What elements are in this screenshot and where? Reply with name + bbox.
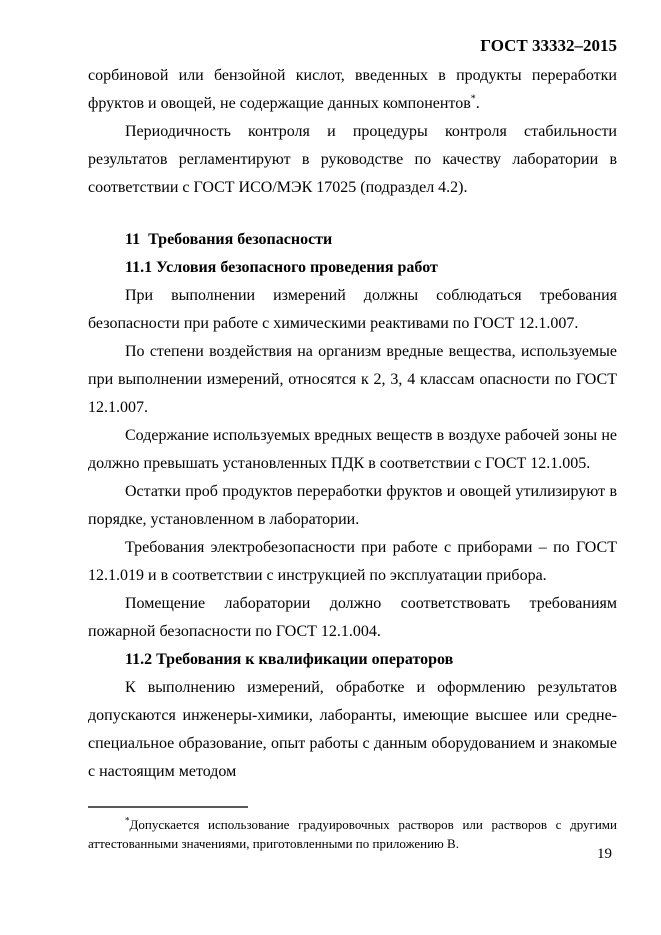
footnote-marker: * xyxy=(125,815,130,826)
section-11-2-heading: 11.2 Требования к квалификации операторов xyxy=(125,651,454,668)
footnote-marker-ref: * xyxy=(470,93,476,105)
document-body xyxy=(88,62,617,786)
document-number: ГОСТ 33332–2015 xyxy=(480,36,617,55)
footnote-text xyxy=(88,815,617,853)
paragraph-operator-qualification: К выполнению измерений, обработке и оформлению результатов допускаются инженеры-химики, лаборанты, имеющие высшее или средне-специальное образование, опыт работы с данным оборудованием и знакомые с настоящим методом xyxy=(88,679,617,780)
paragraph-intro-period: . xyxy=(475,95,480,112)
paragraph-waste-disposal: Остатки проб продуктов переработки фруктов и овощей утилизируют в порядке, установленном в лаборатории. xyxy=(88,483,617,528)
paragraph-periodicity: Периодичность контроля и процедуры контроля стабильности результатов регламентируют в руководстве по качеству лаборатории в соответствии с ГОСТ ИСО/МЭК 17025 (подраздел 4.2). xyxy=(88,123,617,196)
section-11-heading: 11 Требования безопасности xyxy=(125,231,333,248)
paragraph-pdk-limits: Содержание используемых вредных веществ в воздухе рабочей зоны не должно превышать установленных ПДК в соответствии с ГОСТ 12.1.005. xyxy=(88,427,617,472)
paragraph-intro-text: сорбиновой или бензойной кислот, введенных в продукты переработки фруктов и овощей, не содержащие данных компонентов xyxy=(88,67,617,112)
footnote-separator-line xyxy=(88,806,248,808)
footnote-block xyxy=(88,806,617,853)
paragraph-chemical-reactives: При выполнении измерений должны соблюдаться требования безопасности при работе с химическими реактивами по ГОСТ 12.1.007. xyxy=(88,287,617,332)
footnote-body: Допускается использование градуировочных растворов или растворов с другими аттестованными значениями, приготовленными по приложению В. xyxy=(88,817,617,851)
paragraph-intro-continuation xyxy=(88,62,617,118)
section-11-1-heading: 11.1 Условия безопасного проведения работ xyxy=(125,259,438,276)
page-number: 19 xyxy=(597,846,612,862)
paragraph-electrical-safety: Требования электробезопасности при работе с приборами – по ГОСТ 12.1.019 и в соответствии с инструкцией по эксплуатации прибора. xyxy=(88,539,617,584)
paragraph-fire-safety: Помещение лаборатории должно соответствовать требованиям пожарной безопасности по ГОСТ 12.1.004. xyxy=(88,595,617,640)
paragraph-hazard-classes: По степени воздействия на организм вредные вещества, используемые при выполнении измерений, относятся к 2, 3, 4 классам опасности по ГОСТ 12.1.007. xyxy=(88,343,617,416)
